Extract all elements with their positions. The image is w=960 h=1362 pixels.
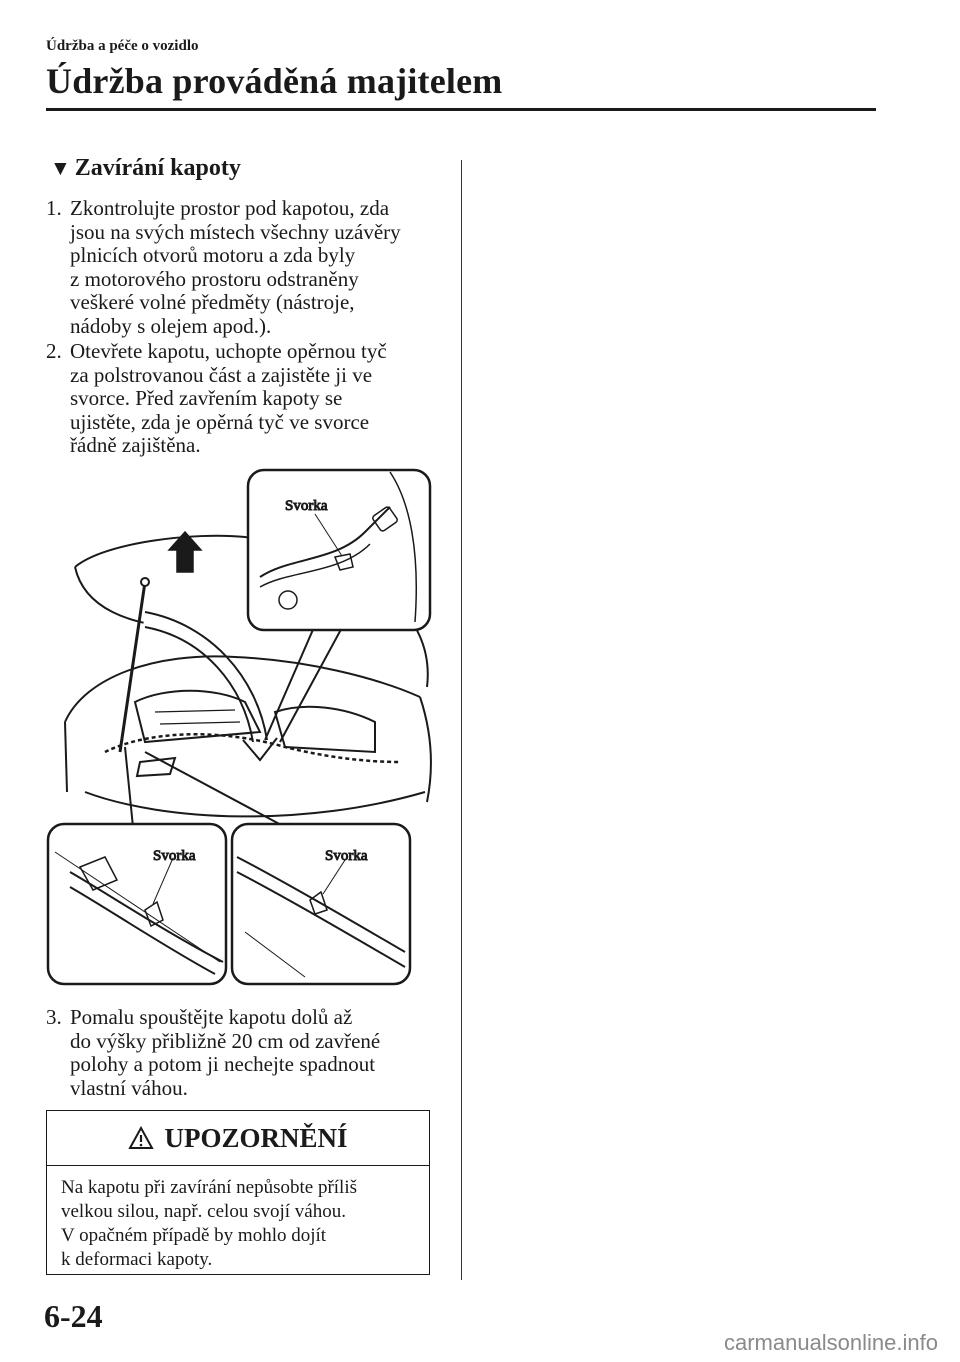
- step-line: polohy a potom ji nechejte spadnout: [70, 1052, 376, 1076]
- caution-header: [47, 1111, 429, 1166]
- section-heading: [50, 155, 241, 182]
- callout-label-clamp-top: Svorka: [285, 498, 328, 514]
- step-number: 2.: [46, 339, 62, 363]
- caution-line: Na kapotu při zavírání nepůsobte příliš: [61, 1177, 358, 1198]
- caution-box: [46, 1110, 430, 1275]
- inset-bottom-left: [48, 824, 226, 984]
- step-line: za polstrovanou část a zajistěte ji ve: [70, 362, 373, 387]
- watermark-link[interactable]: carmanualsonline.info: [723, 1330, 938, 1355]
- step-2: [46, 340, 446, 458]
- section-marker-icon: ▼: [50, 156, 71, 180]
- step-1: [46, 197, 446, 338]
- step-number: 1.: [46, 196, 62, 220]
- page-title: Údržba prováděná majitelem: [46, 61, 503, 101]
- caution-line: k deformaci kapoty.: [61, 1249, 213, 1270]
- step-line: svorce. Před zavřením kapoty se: [70, 386, 343, 410]
- section-heading-text: Zavírání kapoty: [74, 155, 241, 181]
- callout-label-clamp-right: Svorka: [325, 848, 368, 864]
- callout-label-clamp-left: Svorka: [153, 848, 196, 864]
- caution-line: velkou silou, např. celou svojí váhou.: [61, 1201, 346, 1222]
- step-line: Pomalu spouštějte kapotu dolů až: [70, 1005, 353, 1029]
- step-line: veškeré volné předměty (nástroje,: [70, 290, 355, 314]
- step-number: 3.: [46, 1005, 62, 1029]
- breadcrumb: Údržba a péče o vozidlo: [46, 38, 199, 54]
- step-line: Otevřete kapotu, uchopte opěrnou tyč: [70, 339, 387, 363]
- inset-top-right: [248, 470, 430, 630]
- hood-clamp-illustration: [45, 462, 445, 990]
- step-3: [46, 1006, 446, 1100]
- step-line: plnicích otvorů motoru a zda byly: [70, 243, 356, 267]
- step-line: do výšky přibližně 20 cm od zavřené: [70, 1028, 381, 1053]
- caution-text: [47, 1166, 429, 1282]
- step-line: nádoby s olejem apod.).: [70, 313, 272, 338]
- inset-bottom-right: [232, 824, 410, 984]
- step-line: Zkontrolujte prostor pod kapotou, zda: [70, 196, 390, 220]
- step-line: jsou na svých místech všechny uzávěry: [70, 219, 401, 244]
- column-divider: [461, 160, 462, 1280]
- step-line: vlastní váhou.: [70, 1075, 188, 1100]
- title-divider: [46, 108, 876, 111]
- caution-line: V opačném případě by mohlo dojít: [61, 1225, 327, 1246]
- caution-title: UPOZORNĚNÍ: [164, 1122, 348, 1153]
- step-line: z motorového prostoru odstraněny: [70, 266, 359, 291]
- step-line: řádně zajištěna.: [70, 433, 201, 457]
- warning-triangle-icon: [128, 1126, 154, 1150]
- page-number: 6-24: [44, 1298, 103, 1334]
- step-line: ujistěte, zda je opěrná tyč ve svorce: [70, 409, 370, 434]
